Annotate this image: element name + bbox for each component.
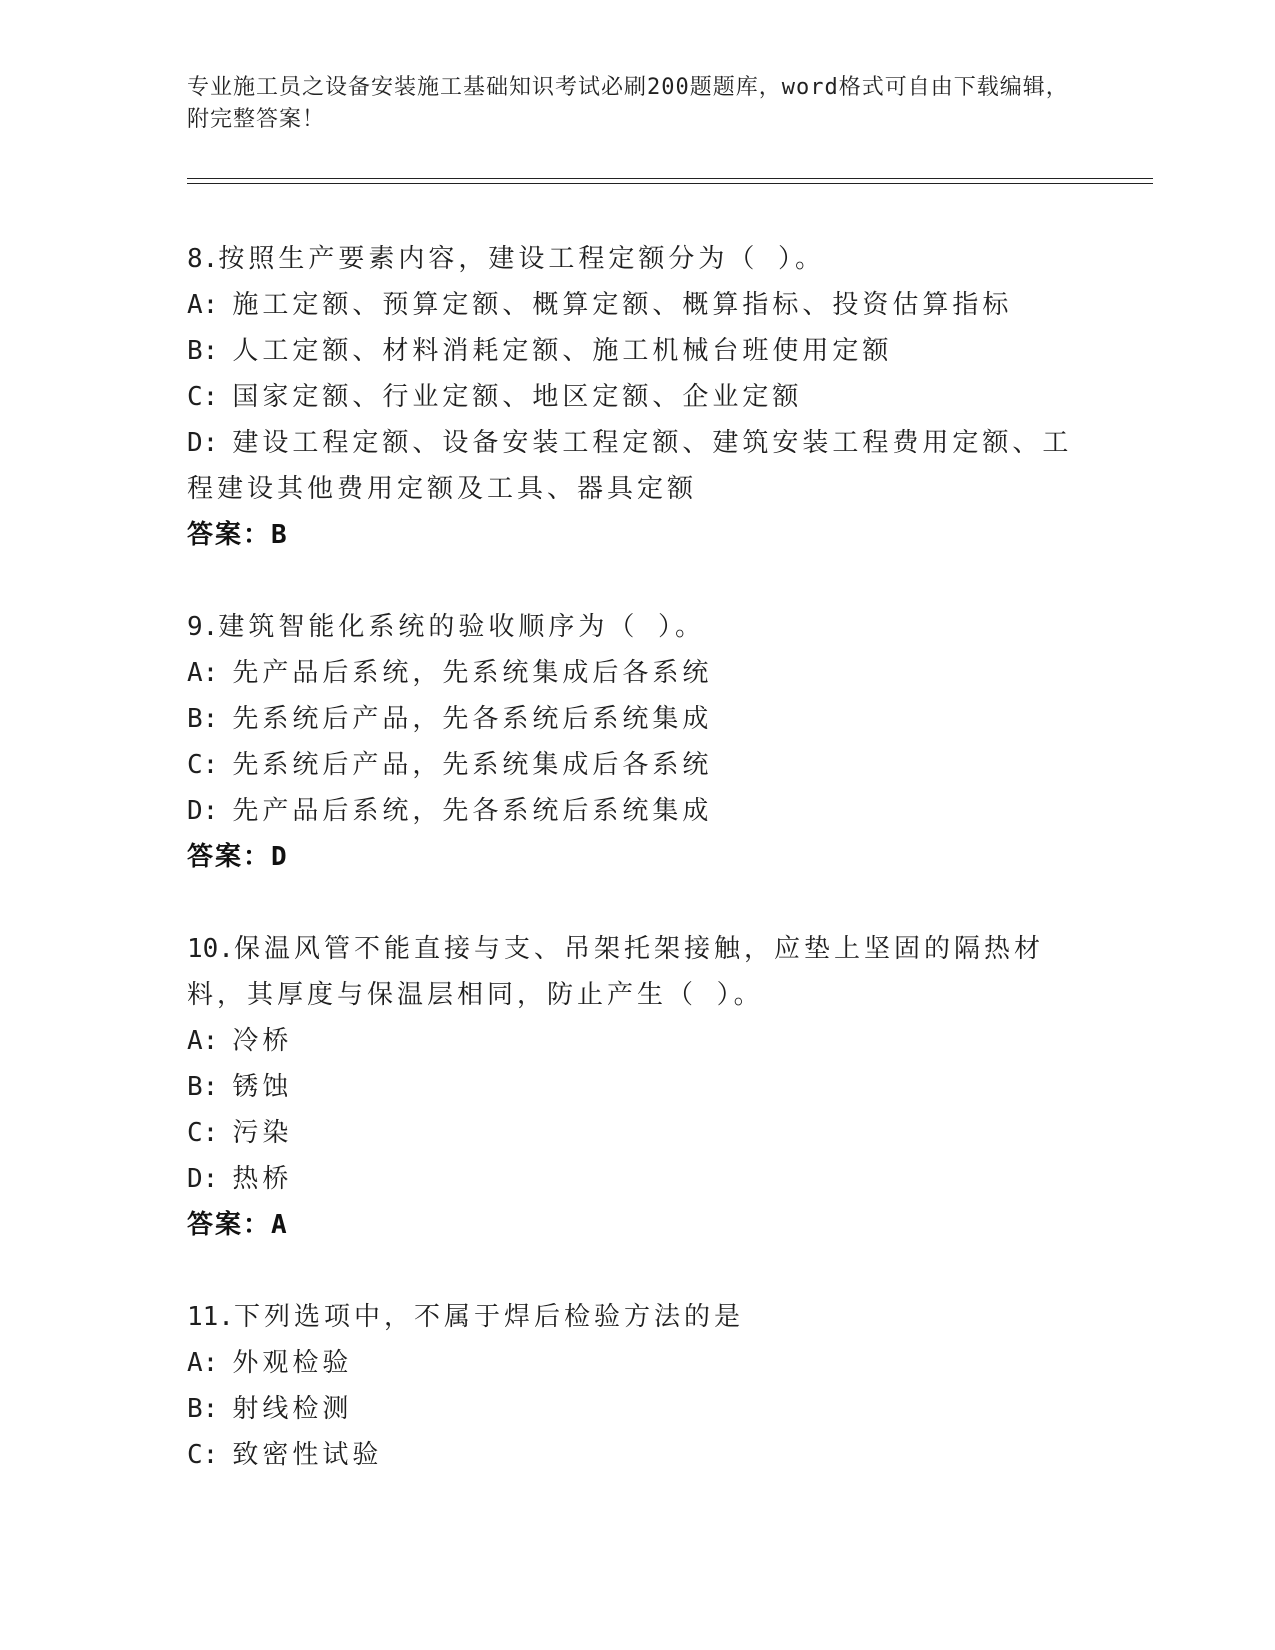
option-key: D: xyxy=(187,1164,219,1194)
option-text: 国家定额、行业定额、地区定额、企业定额 xyxy=(232,382,803,412)
option-key: A: xyxy=(187,1026,219,1056)
option-text: 人工定额、材料消耗定额、施工机械台班使用定额 xyxy=(232,336,893,366)
question-11 xyxy=(187,1294,1087,1478)
option-a xyxy=(187,1340,1087,1386)
option-key: C: xyxy=(187,1118,219,1148)
option-d xyxy=(187,1156,1087,1202)
option-c xyxy=(187,1432,1087,1478)
option-text: 先系统后产品，先各系统后系统集成 xyxy=(232,704,713,734)
option-key: B: xyxy=(187,336,219,366)
option-b xyxy=(187,1064,1087,1110)
option-b xyxy=(187,328,1087,374)
option-a xyxy=(187,650,1087,696)
question-number: 11. xyxy=(187,1302,234,1332)
header-divider-top xyxy=(187,178,1153,179)
document-header xyxy=(187,72,1087,136)
option-d xyxy=(187,788,1087,834)
question-8 xyxy=(187,236,1087,558)
answer: 答案：D xyxy=(187,842,289,872)
question-number: 9. xyxy=(187,612,219,642)
option-key: D: xyxy=(187,796,219,826)
option-c xyxy=(187,1110,1087,1156)
question-stem xyxy=(187,1294,1087,1340)
option-text: 锈蚀 xyxy=(232,1072,293,1102)
answer: 答案：B xyxy=(187,520,289,550)
option-key: A: xyxy=(187,290,219,320)
option-key: B: xyxy=(187,1072,219,1102)
option-text: 外观检验 xyxy=(232,1348,353,1378)
option-key: B: xyxy=(187,704,219,734)
question-number: 8. xyxy=(187,244,219,274)
option-text: 先产品后系统，先系统集成后各系统 xyxy=(232,658,713,688)
option-key: C: xyxy=(187,750,219,780)
option-b xyxy=(187,696,1087,742)
option-text: 建设工程定额、设备安装工程定额、建筑安装工程费用定额、工程建设其他费用定额及工具、器具定额 xyxy=(187,428,1073,504)
question-stem xyxy=(187,236,1087,282)
option-key: D: xyxy=(187,428,219,458)
option-text: 热桥 xyxy=(232,1164,293,1194)
option-text: 先产品后系统，先各系统后系统集成 xyxy=(232,796,713,826)
option-d xyxy=(187,420,1087,512)
option-a xyxy=(187,1018,1087,1064)
option-text: 射线检测 xyxy=(232,1394,353,1424)
question-text: 按照生产要素内容，建设工程定额分为（ ）。 xyxy=(218,244,825,274)
option-key: A: xyxy=(187,1348,219,1378)
option-text: 污染 xyxy=(232,1118,293,1148)
option-text: 致密性试验 xyxy=(232,1440,383,1470)
option-text: 冷桥 xyxy=(232,1026,293,1056)
option-key: C: xyxy=(187,382,219,412)
answer: 答案：A xyxy=(187,1210,289,1240)
option-text: 先系统后产品，先系统集成后各系统 xyxy=(232,750,713,780)
option-key: A: xyxy=(187,658,219,688)
question-number: 10. xyxy=(187,934,234,964)
option-key: C: xyxy=(187,1440,219,1470)
option-c xyxy=(187,374,1087,420)
question-stem xyxy=(187,926,1087,1018)
question-text: 建筑智能化系统的验收顺序为（ ）。 xyxy=(218,612,705,642)
question-9 xyxy=(187,604,1087,880)
question-10 xyxy=(187,926,1087,1248)
option-text: 施工定额、预算定额、概算定额、概算指标、投资估算指标 xyxy=(232,290,1013,320)
option-b xyxy=(187,1386,1087,1432)
option-key: B: xyxy=(187,1394,219,1424)
option-c xyxy=(187,742,1087,788)
option-a xyxy=(187,282,1087,328)
document-title: 专业施工员之设备安装施工基础知识考试必刷200题题库，word格式可自由下载编辑，附完整答案！ xyxy=(187,75,1069,132)
header-divider-bottom xyxy=(187,183,1153,184)
question-text: 保温风管不能直接与支、吊架托架接触，应垫上坚固的隔热材料，其厚度与保温层相同，防止产生（ ）。 xyxy=(187,934,1044,1010)
question-text: 下列选项中，不属于焊后检验方法的是 xyxy=(233,1302,744,1332)
question-list xyxy=(187,236,1087,1524)
question-stem xyxy=(187,604,1087,650)
